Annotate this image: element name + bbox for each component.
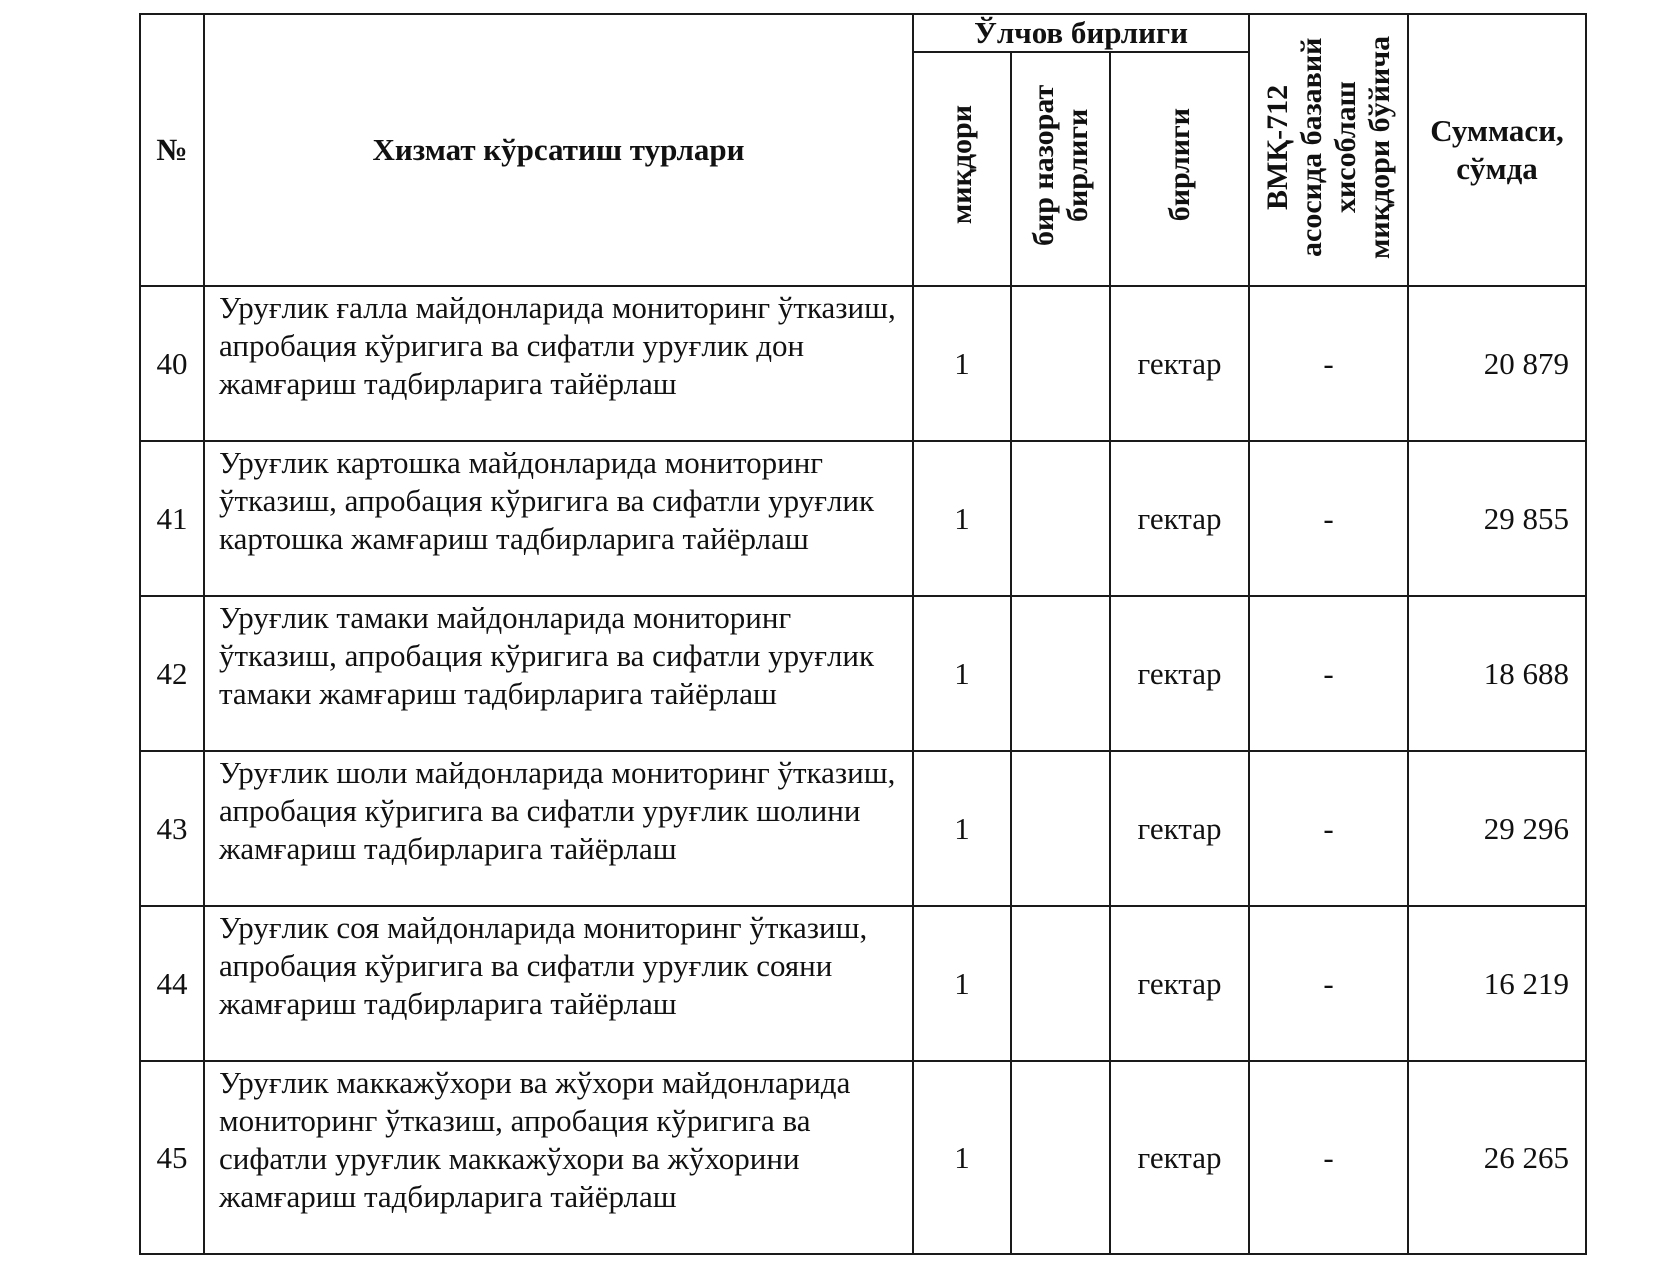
row-sum: 29 296 bbox=[1408, 751, 1586, 906]
row-unit: гектар bbox=[1110, 751, 1249, 906]
table-row bbox=[140, 596, 1586, 751]
row-number: 41 bbox=[140, 441, 204, 596]
table-row bbox=[140, 286, 1586, 441]
row-sum: 29 855 bbox=[1408, 441, 1586, 596]
row-control-unit bbox=[1011, 906, 1110, 1061]
row-bmk: - bbox=[1249, 906, 1408, 1061]
header-bmk-cell bbox=[1249, 14, 1408, 286]
table-row bbox=[140, 1061, 1586, 1254]
table-row bbox=[140, 441, 1586, 596]
header-unit-group: Ўлчов бирлиги bbox=[913, 14, 1249, 52]
row-service: Уруғлик шоли майдонларида мониторинг ўтказиш, апробация кўригига ва сифатли уруғлик шолини жамғариш тадбирларига тайёрлаш bbox=[204, 751, 913, 906]
row-service: Уруғлик картошка майдонларида мониторинг ўтказиш, апробация кўригига ва сифатли уруғлик картошка жамғариш тадбирларига тайёрлаш bbox=[204, 441, 913, 596]
row-quantity: 1 bbox=[913, 906, 1011, 1061]
row-bmk: - bbox=[1249, 441, 1408, 596]
header-sum: Суммаси, сўмда bbox=[1408, 14, 1586, 286]
row-control-unit bbox=[1011, 596, 1110, 751]
row-number: 40 bbox=[140, 286, 204, 441]
row-number: 44 bbox=[140, 906, 204, 1061]
header-bmk: ВМҚ-712 асосида базавий хисоблаш миқдори бўйича bbox=[1260, 35, 1396, 259]
header-service-types: Хизмат кўрсатиш турлари bbox=[204, 14, 913, 286]
row-quantity: 1 bbox=[913, 596, 1011, 751]
row-bmk: - bbox=[1249, 1061, 1408, 1254]
row-unit: гектар bbox=[1110, 906, 1249, 1061]
header-quantity-cell bbox=[913, 52, 1011, 286]
row-bmk: - bbox=[1249, 751, 1408, 906]
row-service: Уруғлик маккажўхори ва жўхори майдонларида мониторинг ўтказиш, апробация кўригига ва сифатли уруғлик маккажўхори ва жўхорини жамғариш тадбирларига тайёрлаш bbox=[204, 1061, 913, 1254]
row-bmk: - bbox=[1249, 596, 1408, 751]
row-control-unit bbox=[1011, 751, 1110, 906]
header-quantity: миқдори bbox=[945, 105, 978, 225]
row-service: Уруғлик тамаки майдонларида мониторинг ўтказиш, апробация кўригига ва сифатли уруғлик тамаки жамғариш тадбирларига тайёрлаш bbox=[204, 596, 913, 751]
row-quantity: 1 bbox=[913, 1061, 1011, 1254]
row-control-unit bbox=[1011, 286, 1110, 441]
row-bmk: - bbox=[1249, 286, 1408, 441]
header-control-unit: бир назорат бирлиги bbox=[1026, 84, 1094, 246]
row-service: Уруғлик ғалла майдонларида мониторинг ўтказиш, апробация кўригига ва сифатли уруғлик дон жамғариш тадбирларига тайёрлаш bbox=[204, 286, 913, 441]
row-service: Уруғлик соя майдонларида мониторинг ўтказиш, апробация кўригига ва сифатли уруғлик сояни жамғариш тадбирларига тайёрлаш bbox=[204, 906, 913, 1061]
services-table bbox=[139, 13, 1587, 1255]
row-sum: 26 265 bbox=[1408, 1061, 1586, 1254]
row-unit: гектар bbox=[1110, 286, 1249, 441]
row-sum: 16 219 bbox=[1408, 906, 1586, 1061]
row-sum: 20 879 bbox=[1408, 286, 1586, 441]
row-control-unit bbox=[1011, 441, 1110, 596]
row-number: 43 bbox=[140, 751, 204, 906]
row-unit: гектар bbox=[1110, 596, 1249, 751]
row-unit: гектар bbox=[1110, 441, 1249, 596]
row-number: 42 bbox=[140, 596, 204, 751]
row-quantity: 1 bbox=[913, 441, 1011, 596]
table-row bbox=[140, 751, 1586, 906]
table-row bbox=[140, 906, 1586, 1061]
row-quantity: 1 bbox=[913, 751, 1011, 906]
row-quantity: 1 bbox=[913, 286, 1011, 441]
row-unit: гектар bbox=[1110, 1061, 1249, 1254]
header-unit: бирлиги bbox=[1162, 108, 1196, 222]
header-number: № bbox=[140, 14, 204, 286]
header-unit-cell bbox=[1110, 52, 1249, 286]
row-number: 45 bbox=[140, 1061, 204, 1254]
header-control-unit-cell bbox=[1011, 52, 1110, 286]
row-control-unit bbox=[1011, 1061, 1110, 1254]
row-sum: 18 688 bbox=[1408, 596, 1586, 751]
